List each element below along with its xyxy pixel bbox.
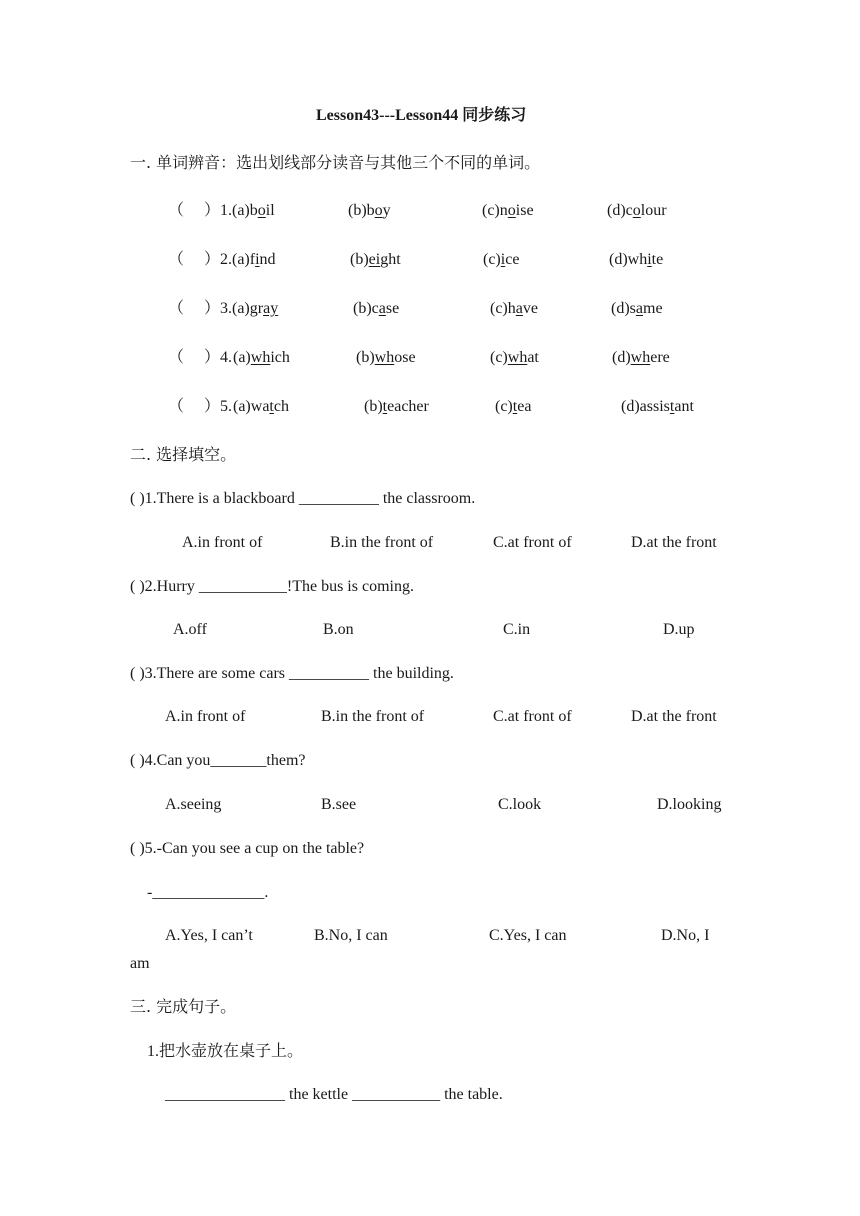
s3-item-1-sentence: _______________ the kettle ___________ the table.: [165, 1086, 503, 1103]
s2-q1-option-a: A.in front of: [182, 534, 263, 551]
s1-row-num: （ ）4.: [168, 349, 233, 366]
s1-option-a: (a)find: [232, 251, 276, 268]
s2-q2-option-d: D.up: [663, 621, 695, 638]
s1-option-c: (c)what: [490, 349, 539, 366]
s2-q5-option-d-wrap: am: [130, 955, 150, 972]
s1-option-c: (c)tea: [495, 398, 532, 415]
s1-option-d: (d)white: [609, 251, 664, 268]
s2-q3-option-a: A.in front of: [165, 708, 246, 725]
s2-q2-option-b: B.on: [323, 621, 354, 638]
s2-q1-option-d: D.at the front: [631, 534, 717, 551]
s1-option-c: (c)have: [490, 300, 538, 317]
s2-question-5: ( )5.-Can you see a cup on the table?: [130, 840, 365, 857]
s2-q3-option-c: C.at front of: [493, 708, 572, 725]
s1-option-a: (a)which: [233, 349, 290, 366]
s1-option-d: (d)assistant: [621, 398, 694, 415]
s2-q5-option-b: B.No, I can: [314, 927, 388, 944]
s1-option-a: (a)gray: [232, 300, 279, 317]
s1-option-b: (b)teacher: [364, 398, 429, 415]
s1-option-d: (d)colour: [607, 202, 667, 219]
s3-item-1-chinese: 把水壶放在桌子上。: [159, 1041, 304, 1060]
s1-option-d: (d)where: [612, 349, 670, 366]
s2-question-4: ( )4.Can you_______them?: [130, 752, 306, 769]
s2-q4-option-a: A.seeing: [165, 796, 222, 813]
s2-q1-option-b: B.in the front of: [330, 534, 434, 551]
s2-q4-option-b: B.see: [321, 796, 357, 813]
s2-question-1: ( )1.There is a blackboard __________ the classroom.: [130, 490, 476, 507]
s2-q3-option-d: D.at the front: [631, 708, 717, 725]
s1-row-num: （ ）2.: [168, 251, 233, 268]
s1-option-c: (c)ice: [483, 251, 520, 268]
s2-q4-option-d: D.looking: [657, 796, 722, 813]
s1-option-b: (b)case: [353, 300, 400, 317]
section1-heading: 一. 单词辨音：选出划线部分读音与其他三个不同的单词。: [130, 153, 541, 172]
page-title: Lesson43---Lesson44 同步练习: [316, 107, 527, 124]
s2-question-2: ( )2.Hurry ___________!The bus is coming.: [130, 578, 414, 595]
s2-q5-answer-line: -______________.: [147, 884, 269, 901]
s2-q3-option-b: B.in the front of: [321, 708, 425, 725]
s2-q5-option-d: D.No, I: [661, 927, 710, 944]
s2-q4-option-c: C.look: [498, 796, 542, 813]
s1-row-num: （ ）5.: [168, 398, 233, 415]
s3-item-1: [147, 1041, 303, 1062]
s1-option-a: (a)watch: [233, 398, 289, 415]
s1-option-b: (b)boy: [348, 202, 391, 219]
s1-option-c: (c)noise: [482, 202, 534, 219]
s2-question-3: ( )3.There are some cars __________ the building.: [130, 665, 454, 682]
section2-heading: 二. 选择填空。: [130, 445, 237, 464]
s3-item-1-num: 1.: [147, 1043, 159, 1060]
s2-q5-option-c: C.Yes, I can: [489, 927, 567, 944]
s2-q1-option-c: C.at front of: [493, 534, 572, 551]
s2-q2-option-a: A.off: [173, 621, 207, 638]
s1-option-b: (b)eight: [350, 251, 401, 268]
s1-row-num: （ ）1.: [168, 202, 233, 219]
s2-q2-option-c: C.in: [503, 621, 531, 638]
s1-option-a: (a)boil: [232, 202, 275, 219]
s2-q5-option-a: A.Yes, I can’t: [165, 927, 253, 944]
section3-heading: 三. 完成句子。: [130, 997, 237, 1016]
s1-row-num: （ ）3.: [168, 300, 233, 317]
s1-option-d: (d)same: [611, 300, 663, 317]
s1-option-b: (b)whose: [356, 349, 416, 366]
